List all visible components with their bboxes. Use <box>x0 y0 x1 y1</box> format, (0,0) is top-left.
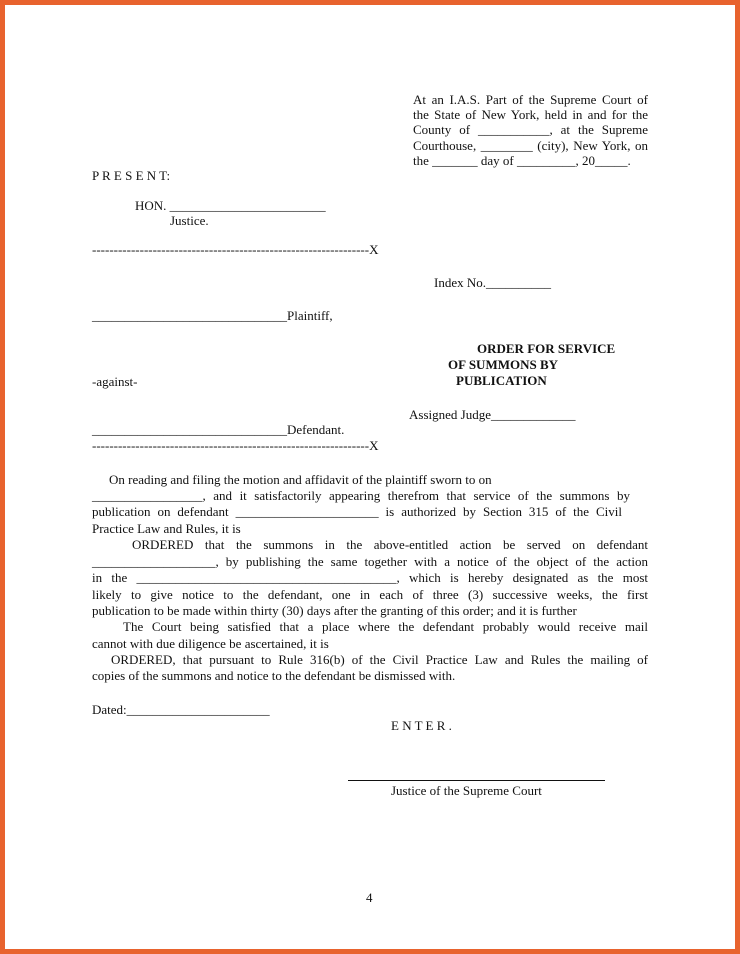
defendant-line: ______________________________Defendant. <box>92 422 345 437</box>
plaintiff-line: ______________________________Plaintiff, <box>92 308 333 323</box>
body-line: ___________________, by publishing the same together with a notice of the object of the action <box>92 554 648 569</box>
court-header-line: the State of New York, held in and for the <box>413 107 648 122</box>
order-title-line-2: OF SUMMONS BY <box>448 357 559 372</box>
body-line: cannot with due diligence be ascertained, it is <box>92 636 329 651</box>
body-line: ORDERED that the summons in the above-entitled action be served on defendant <box>132 537 648 552</box>
body-line: in the ________________________________________, which is hereby designated as the most <box>92 570 648 585</box>
order-title-line-3: PUBLICATION <box>456 373 547 388</box>
body-line: publication on defendant ______________________ is authorized by Section 315 of the Civil <box>92 504 622 519</box>
against-label: -against- <box>92 374 138 389</box>
caption-separator-top: ----------------------------------------------------------------X <box>92 242 379 257</box>
body-line: _________________, and it satisfactorily appearing therefrom that service of the summons by <box>92 488 630 503</box>
assigned-judge: Assigned Judge_____________ <box>409 407 576 422</box>
justice-signature-title: Justice of the Supreme Court <box>391 783 542 798</box>
body-line: likely to give notice to the defendant, one in each of three (3) successive weeks, the first <box>92 587 648 602</box>
signature-line <box>348 780 605 781</box>
caption-separator-bottom: ----------------------------------------------------------------X <box>92 438 379 453</box>
dated-line: Dated:______________________ <box>92 702 270 717</box>
body-line: ORDERED, that pursuant to Rule 316(b) of the Civil Practice Law and Rules the mailing of <box>111 652 648 667</box>
court-header-line: Courthouse, ________ (city), New York, on <box>413 138 648 153</box>
body-line: The Court being satisfied that a place where the defendant probably would receive mail <box>123 619 648 634</box>
page-number: 4 <box>366 890 373 905</box>
court-header-line: County of ___________, at the Supreme <box>413 122 648 137</box>
body-line: On reading and filing the motion and affidavit of the plaintiff sworn to on <box>109 472 492 487</box>
justice-label: Justice. <box>170 213 209 228</box>
order-title-line-1: ORDER FOR SERVICE <box>477 341 616 356</box>
body-line: Practice Law and Rules, it is <box>92 521 241 536</box>
court-header-line: the _______ day of _________, 20_____. <box>413 153 631 168</box>
document-page <box>5 5 735 949</box>
body-line: copies of the summons and notice to the defendant be dismissed with. <box>92 668 456 683</box>
court-header-line: At an I.A.S. Part of the Supreme Court of <box>413 92 648 107</box>
index-number: Index No.__________ <box>434 275 551 290</box>
present-label: P R E S E N T: <box>92 168 171 183</box>
body-line: publication to be made within thirty (30) days after the granting of this order; and it is further <box>92 603 577 618</box>
enter-label: E N T E R . <box>391 718 452 733</box>
hon-justice-line: HON. ________________________ <box>135 198 326 213</box>
